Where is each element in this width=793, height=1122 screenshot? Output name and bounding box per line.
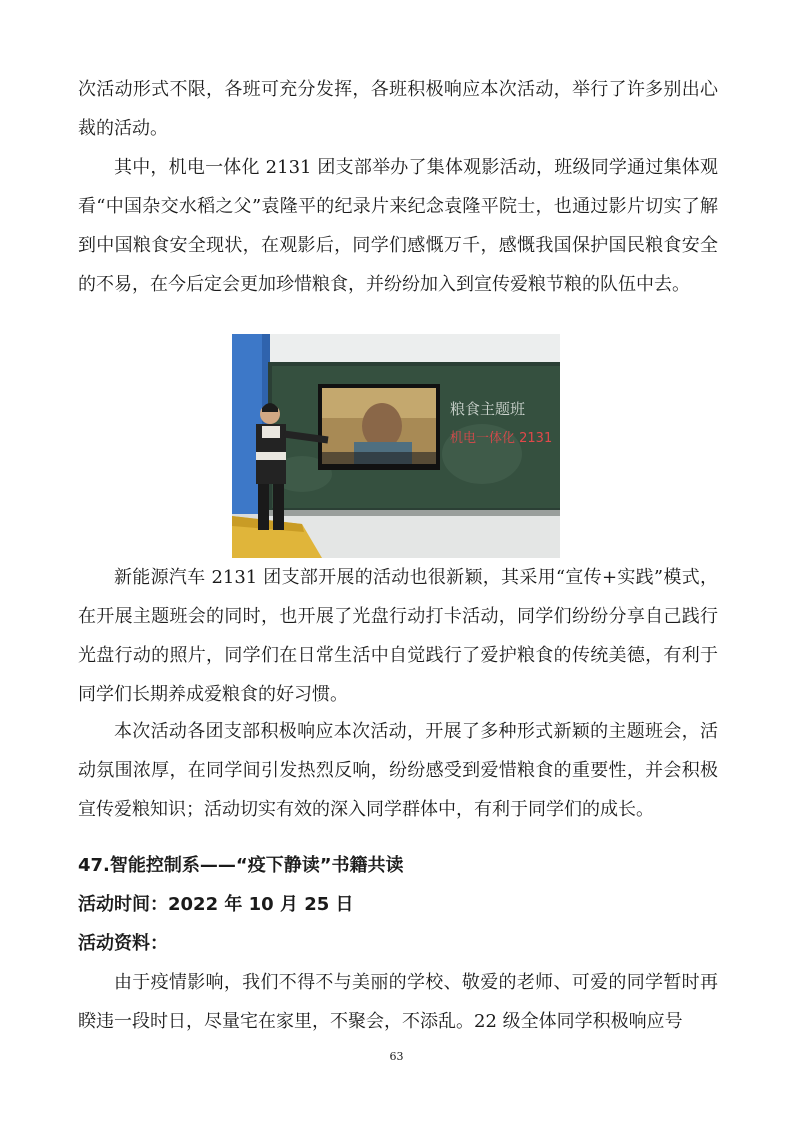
class-activity-photo bbox=[232, 334, 560, 558]
paragraph-mechatronics: 其中，机电一体化 2131 团支部举办了集体观影活动，班级同学通过集体观看“中国杂交水稻之父”袁隆平的纪录片来纪念袁隆平院士，也通过影片切实了解到中国粮食安全现状，在观影后，同学们感慨万千，感慨我国保护国民粮食安全的不易，在今后定会更加珍惜粮食，并纷纷加入到宣传爱粮节粮的队伍中去。 bbox=[78, 157, 718, 295]
activity-materials-label: 活动资料： bbox=[78, 933, 168, 954]
paragraph-summary: 本次活动各团支部积极响应本次活动，开展了多种形式新颖的主题班会，活动氛围浓厚，在同学间引发热烈反响，纷纷感受到爱惜粮食的重要性，并会积极宣传爱粮知识；活动切实有效的深入同学群体中，有利于同学们的成长。 bbox=[78, 721, 718, 820]
paragraph-new-energy: 新能源汽车 2131 团支部开展的活动也很新颖，其采用“宣传+实践”模式，在开展主题班会的同时，也开展了光盘行动打卡活动，同学们纷纷分享自己践行光盘行动的照片，同学们在日常生活中自觉践行了爱护粮食的传统美德，有利于同学们长期养成爱粮食的好习惯。 bbox=[78, 567, 718, 705]
photo-illustration bbox=[232, 334, 560, 558]
board-text-red: 机电一体化 2131 bbox=[450, 431, 553, 446]
section-title: 47.智能控制系——“疫下静读”书籍共读 bbox=[78, 855, 404, 876]
board-text-gray: 粮食主题班 bbox=[450, 400, 526, 418]
page-number: 63 bbox=[389, 1050, 404, 1063]
paragraph-epidemic: 由于疫情影响，我们不得不与美丽的学校、敬爱的老师、可爱的同学暂时再睽违一段时日，尽量宅在家里，不聚会，不添乱。22 级全体同学积极响应号 bbox=[78, 972, 718, 1032]
activity-time: 活动时间：2022 年 10 月 25 日 bbox=[78, 894, 354, 915]
paragraph-intro: 次活动形式不限，各班可充分发挥，各班积极响应本次活动，举行了许多别出心裁的活动。 bbox=[78, 79, 718, 139]
